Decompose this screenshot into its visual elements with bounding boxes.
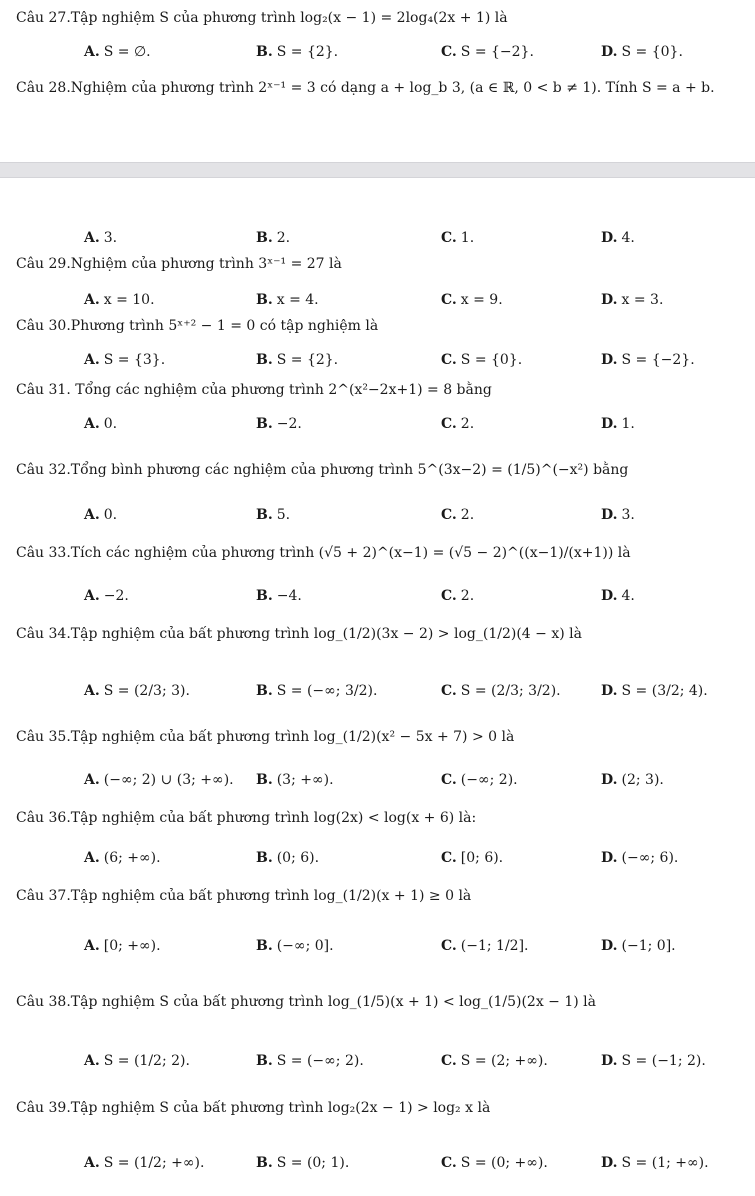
question-34-options bbox=[84, 681, 744, 701]
option-a[interactable]: A. S = (1/2; +∞). bbox=[84, 1155, 205, 1171]
option-b[interactable]: B. S = {2}. bbox=[256, 44, 339, 60]
option-c[interactable]: C. S = (2; +∞). bbox=[441, 1053, 548, 1069]
question-39-options bbox=[84, 1153, 744, 1173]
option-d[interactable]: D. 4. bbox=[601, 588, 635, 604]
option-b[interactable]: B. 5. bbox=[256, 507, 291, 523]
option-c[interactable]: C. x = 9. bbox=[441, 292, 503, 308]
page-break-band bbox=[0, 162, 755, 178]
question-33-options bbox=[84, 586, 744, 606]
question-37-options bbox=[84, 936, 744, 956]
option-a[interactable]: A. 0. bbox=[84, 416, 118, 432]
question-28-options bbox=[84, 228, 744, 248]
option-c[interactable]: C. 2. bbox=[441, 507, 475, 523]
option-d[interactable]: D. S = (3/2; 4). bbox=[601, 683, 708, 699]
question-34-stem: Câu 34.Tập nghiệm của bất phương trình log_(1/2)(3x − 2) > log_(1/2)(4 − x) là bbox=[16, 626, 582, 642]
option-d[interactable]: D. 4. bbox=[601, 230, 635, 246]
option-a[interactable]: A. (−∞; 2) ∪ (3; +∞). bbox=[84, 772, 234, 788]
question-27-stem: Câu 27.Tập nghiệm S của phương trình log₂(x − 1) = 2log₄(2x + 1) là bbox=[16, 10, 508, 26]
question-28-stem: Câu 28.Nghiệm của phương trình 2ˣ⁻¹ = 3 có dạng a + log_b 3, (a ∈ ℝ, 0 < b ≠ 1). Tính S = a + b. bbox=[16, 80, 715, 96]
question-35-stem: Câu 35.Tập nghiệm của bất phương trình log_(1/2)(x² − 5x + 7) > 0 là bbox=[16, 729, 515, 745]
option-a[interactable]: A. S = (1/2; 2). bbox=[84, 1053, 190, 1069]
option-b[interactable]: B. −4. bbox=[256, 588, 302, 604]
option-c[interactable]: C. S = {−2}. bbox=[441, 44, 534, 60]
option-b[interactable]: B. (0; 6). bbox=[256, 850, 320, 866]
option-d[interactable]: D. x = 3. bbox=[601, 292, 664, 308]
question-31-stem: Câu 31. Tổng các nghiệm của phương trình 2^(x²−2x+1) = 8 bằng bbox=[16, 382, 492, 398]
option-c[interactable]: C. [0; 6). bbox=[441, 850, 504, 866]
question-33-stem: Câu 33.Tích các nghiệm của phương trình (√5 + 2)^(x−1) = (√5 − 2)^((x−1)/(x+1)) là bbox=[16, 545, 631, 561]
question-36-options bbox=[84, 848, 744, 868]
option-c[interactable]: C. 2. bbox=[441, 416, 475, 432]
option-a[interactable]: A. 3. bbox=[84, 230, 118, 246]
question-30-options bbox=[84, 350, 744, 370]
option-d[interactable]: D. (2; 3). bbox=[601, 772, 664, 788]
question-38-options bbox=[84, 1051, 744, 1071]
question-31-options bbox=[84, 414, 744, 434]
option-c[interactable]: C. S = (0; +∞). bbox=[441, 1155, 548, 1171]
option-d[interactable]: D. S = (1; +∞). bbox=[601, 1155, 709, 1171]
question-30-stem: Câu 30.Phương trình 5ˣ⁺² − 1 = 0 có tập nghiệm là bbox=[16, 318, 379, 334]
option-c[interactable]: C. 1. bbox=[441, 230, 475, 246]
option-d[interactable]: D. 1. bbox=[601, 416, 635, 432]
option-c[interactable]: C. S = {0}. bbox=[441, 352, 523, 368]
option-d[interactable]: D. 3. bbox=[601, 507, 635, 523]
option-b[interactable]: B. x = 4. bbox=[256, 292, 319, 308]
option-a[interactable]: A. [0; +∞). bbox=[84, 938, 161, 954]
question-32-stem: Câu 32.Tổng bình phương các nghiệm của phương trình 5^(3x−2) = (1/5)^(−x²) bằng bbox=[16, 462, 629, 478]
option-b[interactable]: B. −2. bbox=[256, 416, 302, 432]
option-d[interactable]: D. (−∞; 6). bbox=[601, 850, 679, 866]
question-29-options bbox=[84, 290, 744, 310]
option-a[interactable]: A. S = ∅. bbox=[84, 44, 151, 60]
option-a[interactable]: A. S = {3}. bbox=[84, 352, 166, 368]
option-b[interactable]: B. S = {2}. bbox=[256, 352, 339, 368]
option-d[interactable]: D. S = {−2}. bbox=[601, 352, 695, 368]
option-b[interactable]: B. (3; +∞). bbox=[256, 772, 334, 788]
option-c[interactable]: C. (−∞; 2). bbox=[441, 772, 518, 788]
option-b[interactable]: B. (−∞; 0]. bbox=[256, 938, 334, 954]
option-c[interactable]: C. (−1; 1/2]. bbox=[441, 938, 529, 954]
option-b[interactable]: B. S = (−∞; 2). bbox=[256, 1053, 364, 1069]
option-d[interactable]: D. S = {0}. bbox=[601, 44, 683, 60]
option-a[interactable]: A. (6; +∞). bbox=[84, 850, 161, 866]
option-c[interactable]: C. S = (2/3; 3/2). bbox=[441, 683, 561, 699]
question-38-stem: Câu 38.Tập nghiệm S của bất phương trình log_(1/5)(x + 1) < log_(1/5)(2x − 1) là bbox=[16, 994, 596, 1010]
option-a[interactable]: A. 0. bbox=[84, 507, 118, 523]
question-36-stem: Câu 36.Tập nghiệm của bất phương trình log(2x) < log(x + 6) là: bbox=[16, 810, 477, 826]
option-a[interactable]: A. −2. bbox=[84, 588, 129, 604]
question-37-stem: Câu 37.Tập nghiệm của bất phương trình log_(1/2)(x + 1) ≥ 0 là bbox=[16, 888, 472, 904]
option-d[interactable]: D. S = (−1; 2). bbox=[601, 1053, 706, 1069]
question-32-options bbox=[84, 505, 744, 525]
option-c[interactable]: C. 2. bbox=[441, 588, 475, 604]
question-39-stem: Câu 39.Tập nghiệm S của bất phương trình log₂(2x − 1) > log₂ x là bbox=[16, 1100, 491, 1116]
option-a[interactable]: A. x = 10. bbox=[84, 292, 155, 308]
option-d[interactable]: D. (−1; 0]. bbox=[601, 938, 676, 954]
question-35-options bbox=[84, 770, 744, 790]
option-b[interactable]: B. S = (0; 1). bbox=[256, 1155, 350, 1171]
question-29-stem: Câu 29.Nghiệm của phương trình 3ˣ⁻¹ = 27 là bbox=[16, 256, 342, 272]
question-27-options bbox=[84, 42, 744, 62]
option-b[interactable]: B. 2. bbox=[256, 230, 291, 246]
option-a[interactable]: A. S = (2/3; 3). bbox=[84, 683, 190, 699]
option-b[interactable]: B. S = (−∞; 3/2). bbox=[256, 683, 378, 699]
